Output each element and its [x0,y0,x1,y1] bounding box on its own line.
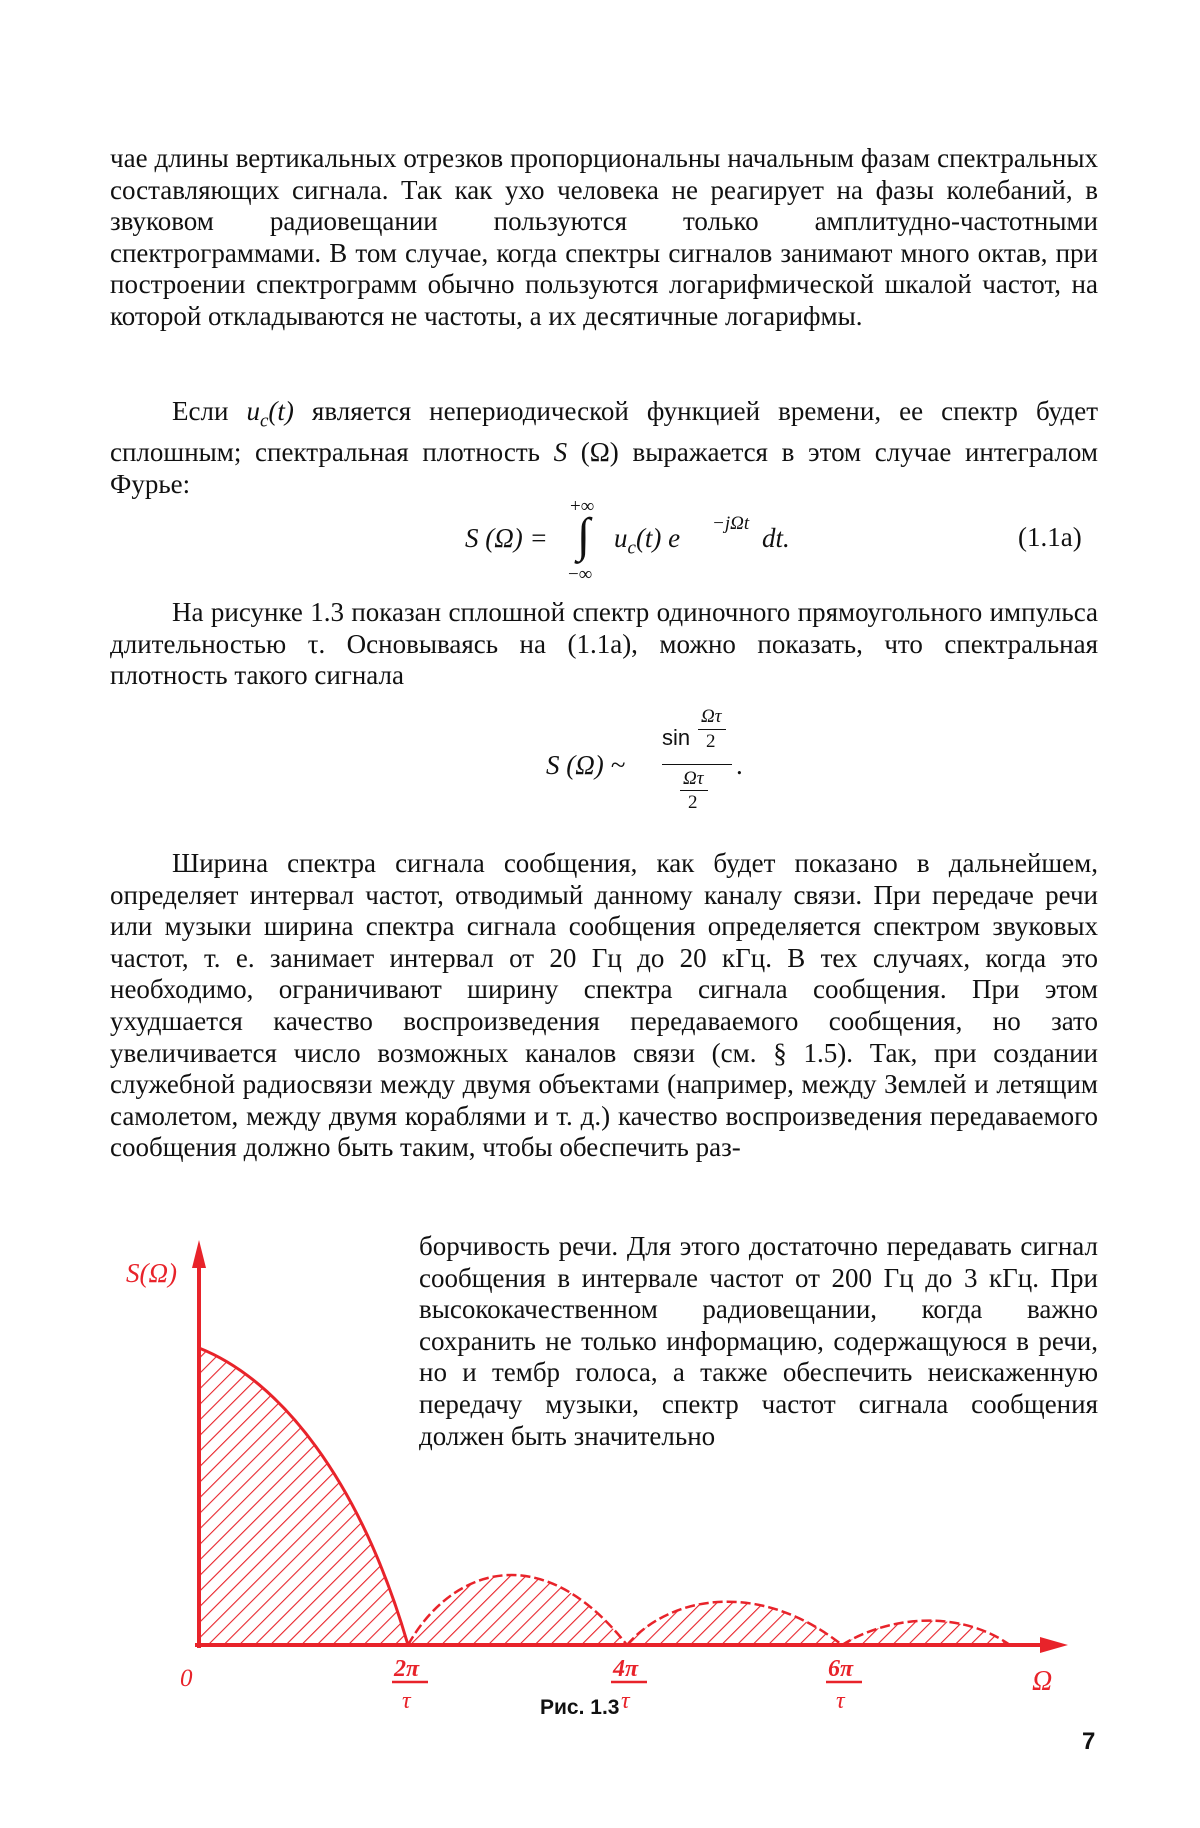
eq2-lhs: S (Ω) ~ [546,750,626,780]
paragraph-4: Ширина спектра сигнала сообщения, как будет показано в дальнейшем, определяет интервал частот, отводимый данному каналу связи. При передаче речи или музыки ширина спектра сигнала сообщения определяется спектром звуковых частот, т. е. занимает интервал от 20 Гц до 20 кГц. В тех случаях, когда это необходимо, ограничивают ширину спектра сигнала сообщения. При этом ухудшается качество воспроизведения передаваемого сообщения, но зато увеличивается число возможных каналов связи (см. § 1.5). Так, при создании служебной радиосвязи между двумя объектами (например, между Землей и летящим самолетом, между двумя кораблями и т. д.) качество воспроизведения передаваемого сообщения должно быть таким, чтобы обеспечить раз- [110,848,1098,1163]
eq1-integrand [614,523,680,559]
svg-text:τ: τ [402,1688,411,1714]
svg-text:τ: τ [621,1688,630,1714]
x-axis-arrow [1040,1637,1068,1653]
eq2-sin: sin [662,725,691,750]
side-lobe-3 [842,1621,1010,1645]
page-number: 7 [1082,1728,1096,1755]
main-lobe [199,1348,408,1645]
p2-text-c: (Ω) выражается в этом случае интегралом Фурье: [110,436,1098,499]
eq2-inner-bar-1 [698,729,726,730]
eq1-integral-sign: ∫ [577,509,591,562]
p2-var-u: u [246,396,260,426]
x-axis-label: Ω [1032,1666,1053,1697]
tick-2pi [392,1656,428,1714]
p2-var-S: S [553,436,568,467]
eq1-number: (1.1a) [1018,522,1082,552]
eq1-u: u [614,523,628,553]
eq2-den-top: Ωτ [683,768,704,789]
paragraph-3: На рисунке 1.3 показан сплошной спектр одиночного прямоугольного импульса длительностью τ. Основываясь на (1.1а), можно показать, что спектральная плотность такого сигнала [110,597,1098,691]
paragraph-5-wrapped: борчивость речи. Для этого достаточно передавать сигнал сообщения в интервале частот от 200 Гц до 3 кГц. При высококачественном радиовещании, когда важно сохранить не только информацию, содержащуюся в речи, но и тембр голоса, а также обеспечить неискаженную передачу музыки, спектр частот сигнала сообщения должен быть значительно [419,1231,1098,1451]
eq1-sub-c: c [627,537,636,559]
side-lobe-1 [408,1575,627,1645]
p2-text-a: Если [172,396,247,426]
eq2-num-bot: 2 [706,731,716,752]
p2-sub-c: c [259,410,269,432]
figure-caption: Рис. 1.3 [540,1696,620,1719]
svg-text:6π: 6π [828,1656,854,1682]
y-axis-arrow [192,1240,206,1268]
origin-label: 0 [180,1665,193,1692]
paragraph-2 [110,396,1098,500]
paragraph-1: чае длины вертикальных отрезков пропорциональны начальным фазам спектральных составляющих сигнала. Так как ухо человека не реагирует на фазы колебаний, в звуковом радиовещании пользуются только амплитудно-частотными спектрограммами. В том случае, когда спектры сигналов занимают много октав, при построении спектрограмм обычно пользуются логарифмической шкалой частот, на которой откладываются не частоты, а их десятичные логарифмы. [110,143,1098,331]
svg-text:2π: 2π [394,1656,420,1682]
eq1-lower-limit: −∞ [568,564,593,585]
y-axis-label: S(Ω) [126,1258,178,1288]
eq1-upper-limit: +∞ [570,496,595,517]
side-lobe-2 [627,1602,842,1645]
eq2-den-bot: 2 [688,792,698,813]
eq2-num-top: Ωτ [701,706,722,727]
eq1-dt: dt. [762,523,790,553]
eq1-exponent: −jΩt [712,513,750,534]
eq2-inner-bar-2 [680,790,708,791]
svg-text:4π: 4π [613,1656,639,1682]
p2-text-b: является непериодической функцией времени, ее спектр будет сплошным; спектральная плотность [110,396,1098,467]
svg-text:τ: τ [836,1688,845,1714]
tick-6pi [826,1656,862,1714]
eq1-lhs: S (Ω) = [465,523,548,553]
eq2-end: . [736,750,743,780]
spectrum-figure [0,1230,1100,1730]
eq1-arg: (t) e [635,523,681,553]
p2-arg: (t) [268,396,294,426]
eq2-main-bar [662,764,732,765]
